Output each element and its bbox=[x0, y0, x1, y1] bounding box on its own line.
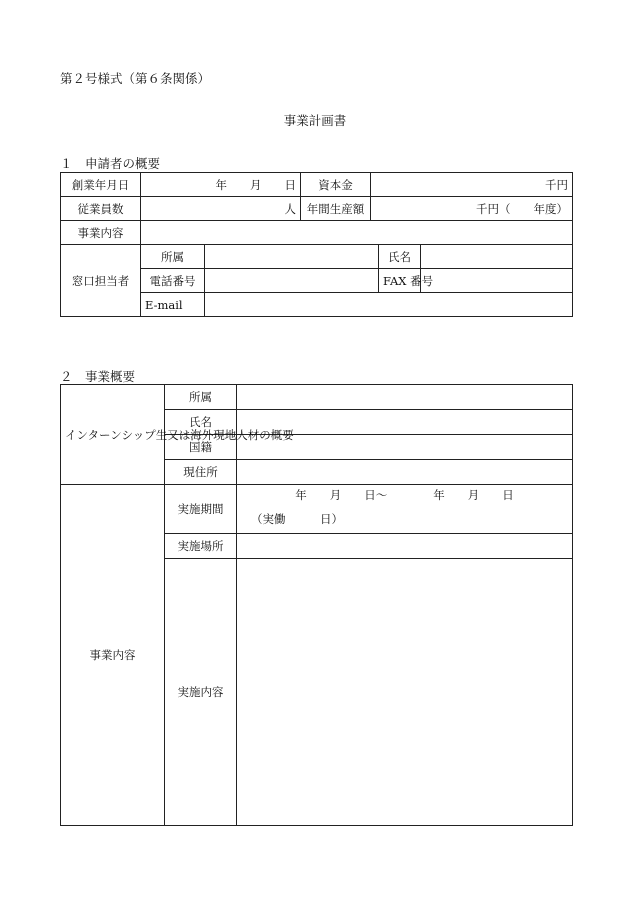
capital-unit: 千円 bbox=[545, 177, 569, 192]
annual-production-unit: 千円（ 年度） bbox=[476, 201, 569, 216]
period-date-range: 年 月 日～ 年 月 日 bbox=[295, 488, 514, 502]
applicant-overview-table bbox=[60, 172, 573, 317]
contact-fax-field[interactable] bbox=[421, 269, 573, 293]
employees-field[interactable] bbox=[141, 197, 301, 221]
row-founding-date bbox=[61, 173, 573, 197]
founding-date-label: 創業年月日 bbox=[61, 173, 141, 197]
intern-nationality-label: 国籍 bbox=[165, 435, 237, 460]
period-field[interactable] bbox=[237, 485, 573, 534]
implementation-label: 実施内容 bbox=[165, 559, 237, 826]
location-label: 実施場所 bbox=[165, 534, 237, 559]
contact-email-field[interactable] bbox=[205, 293, 573, 317]
contact-email-label: E-mail bbox=[141, 293, 205, 317]
contact-name-field[interactable] bbox=[421, 245, 573, 269]
intern-address-field[interactable] bbox=[237, 460, 573, 485]
form-number: 第２号様式（第６条関係） bbox=[60, 71, 211, 86]
contact-name-label: 氏名 bbox=[379, 245, 421, 269]
row-period bbox=[61, 485, 573, 534]
business-overview-table bbox=[60, 384, 573, 826]
capital-label: 資本金 bbox=[301, 173, 371, 197]
period-working-days: （実働 日） bbox=[251, 512, 343, 526]
row-intern-affiliation bbox=[61, 385, 573, 410]
capital-field[interactable] bbox=[371, 173, 573, 197]
business-content-label: 事業内容 bbox=[61, 221, 141, 245]
section2-heading: ２ 事業概要 bbox=[60, 369, 136, 384]
row-employees bbox=[61, 197, 573, 221]
document-title: 事業計画書 bbox=[283, 113, 347, 128]
contact-person-label: 窓口担当者 bbox=[61, 245, 141, 317]
founding-date-field[interactable] bbox=[141, 173, 301, 197]
intern-name-label: 氏名 bbox=[165, 410, 237, 435]
contact-affiliation-field[interactable] bbox=[205, 245, 379, 269]
location-field[interactable] bbox=[237, 534, 573, 559]
contact-affiliation-label: 所属 bbox=[141, 245, 205, 269]
row-contact-affiliation bbox=[61, 245, 573, 269]
section1-heading: １ 申請者の概要 bbox=[60, 156, 161, 171]
period-label: 実施期間 bbox=[165, 485, 237, 534]
employees-unit: 人 bbox=[284, 201, 297, 216]
row-business-content bbox=[61, 221, 573, 245]
intern-affiliation-label: 所属 bbox=[165, 385, 237, 410]
contact-fax-label: FAX 番号 bbox=[379, 269, 421, 293]
intern-address-label: 現住所 bbox=[165, 460, 237, 485]
contact-phone-label: 電話番号 bbox=[141, 269, 205, 293]
contact-phone-field[interactable] bbox=[205, 269, 379, 293]
annual-production-label: 年間生産額 bbox=[301, 197, 371, 221]
implementation-field[interactable] bbox=[237, 559, 573, 826]
intern-overview-label: インターンシップ生又は海外現地人材の概要 bbox=[61, 385, 165, 485]
employees-label: 従業員数 bbox=[61, 197, 141, 221]
business-content-field[interactable] bbox=[141, 221, 573, 245]
annual-production-field[interactable] bbox=[371, 197, 573, 221]
intern-affiliation-field[interactable] bbox=[237, 385, 573, 410]
founding-date-value: 年 月 日 bbox=[215, 177, 297, 192]
business-content-label-2: 事業内容 bbox=[61, 485, 165, 826]
